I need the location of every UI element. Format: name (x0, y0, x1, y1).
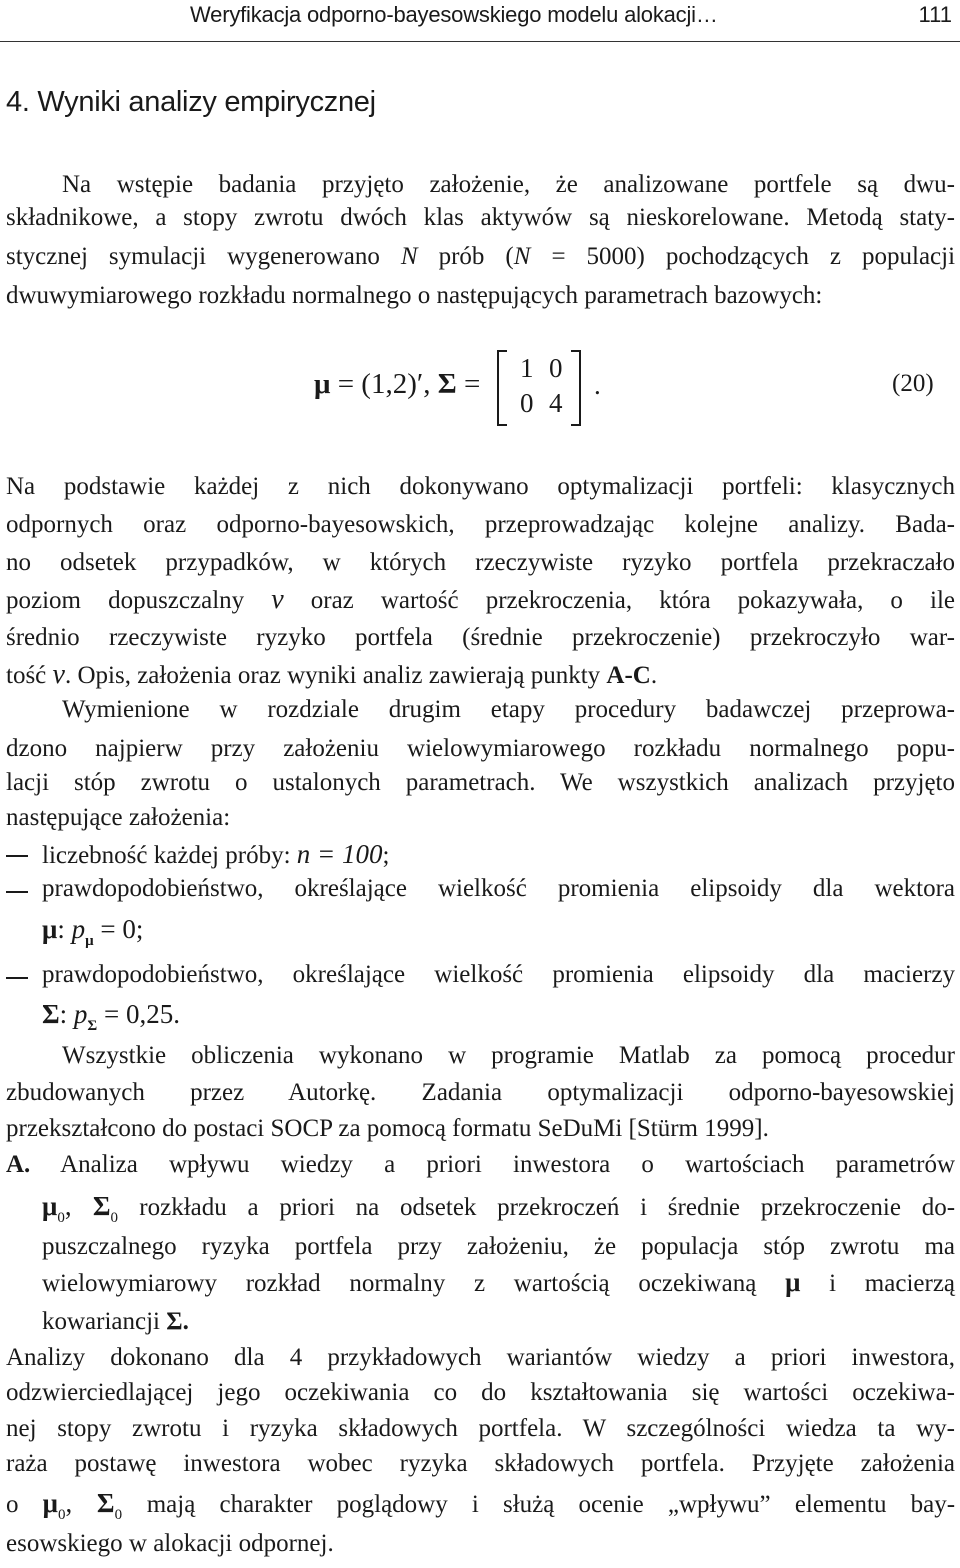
equation-number: (20) (892, 370, 934, 397)
assumption-2-line2: μ: $p_\mu = 0$; (42, 914, 144, 949)
para4-line3: przekształcono do postaci SOCP za pomocą formatu SeDuMi [Stürm 1999]. (6, 1115, 769, 1142)
pointA-line3: puszczalnego ryzyka portfela przy założeniu, że populacja stóp zwrotu ma (42, 1233, 955, 1260)
para2-line2: odpornych oraz odporno-bayesowskich, przeprowadzając kolejne analizy. Bada- (6, 511, 955, 538)
equation-20: μ = (1,2)′, Σ = (314, 368, 481, 400)
list-dash (6, 977, 28, 979)
left-bracket (497, 350, 507, 426)
right-bracket (571, 350, 581, 426)
assumption-2-line1: prawdopodobieństwo, określające wielkość promienia elipsoidy dla wektora (42, 875, 955, 902)
assumption-1: liczebność każdej próby: n = 100; (42, 839, 390, 869)
mu-symbol: μ (314, 368, 331, 400)
para3-line4: następujące założenia: (6, 804, 231, 831)
assumption-3-line1: prawdopodobieństwo, określające wielkość promienia elipsoidy dla macierzy (42, 961, 955, 988)
para5-line1: Analizy dokonano dla 4 przykładowych wariantów wiedzy a priori inwestora, (6, 1344, 955, 1371)
para2-line1: Na podstawie każdej z nich dokonywano optymalizacji portfeli: klasycznych (6, 473, 955, 500)
nu-symbol: ν (52, 659, 65, 690)
list-dash (6, 855, 28, 857)
points-ref: A-C (606, 662, 651, 689)
para4-line2: zbudowanych przez Autorkę. Zadania optymalizacji odporno-bayesowskiej (6, 1079, 955, 1106)
matrix-cell-11: 1 (520, 353, 534, 383)
pointA-line5: kowariancji Σ. (42, 1308, 189, 1335)
para2-line3: no odsetek przypadków, w których rzeczywiste ryzyko portfela przekraczało (6, 549, 955, 576)
matrix-cell-21: 0 (520, 388, 534, 418)
para5-line4: raża postawę inwestora wobec ryzyka składowych portfela. Przyjęte założenia (6, 1450, 955, 1477)
para1-line1: Na wstępie badania przyjęto założenie, że analizowane portfele są dwu- (62, 171, 955, 198)
para2-line5: średnio rzeczywiste ryzyko portfela (średnie przekroczenie) przekroczyło war- (6, 624, 955, 651)
matrix-cell-22: 4 (549, 388, 563, 418)
pointA-label: A. (6, 1151, 31, 1178)
equation-dot: . (594, 370, 601, 400)
para5-line3: nej stopy zwrotu i ryzyka składowych portfela. W szczególności wiedza ta wy- (6, 1415, 955, 1442)
pointA-line4: wielowymiarowy rozkład normalny z wartością oczekiwaną μ i macierzą (42, 1267, 956, 1297)
para1-line4: dwuwymiarowego rozkładu normalnego o następujących parametrach bazowych: (6, 282, 823, 309)
sigma-symbol: Σ (437, 368, 457, 400)
covariance-matrix (497, 350, 581, 426)
para2-line6: tość ν. Opis, założenia oraz wyniki analiz zawierają punkty A-C. (6, 659, 658, 690)
header-rule (0, 41, 960, 42)
pointA-line1: A. Analiza wpływu wiedzy a priori inwestora o wartościach parametrów (6, 1151, 955, 1178)
running-head (0, 0, 960, 40)
para4-line1: Wszystkie obliczenia wykonano w programie Matlab za pomocą procedur (62, 1042, 955, 1069)
para1-line2: składnikowe, a stopy zwrotu dwóch klas aktywów są nieskorelowane. Metodą staty- (6, 204, 955, 231)
para3-line3: lacji stóp zwrotu o ustalonych parametrach. We wszystkich analizach przyjęto (6, 769, 955, 796)
para3-line1: Wymienione w rozdziale drugim etapy procedury badawczej przeprowa- (62, 696, 955, 723)
para5-line5: o $\mu_0$, $\Sigma_0$ mają charakter poglądowy i służą ocenie „wpływu” elementu bay- (6, 1488, 956, 1523)
assumption-3-line2: Σ: $p_\Sigma = 0,25$. (42, 999, 180, 1034)
pointA-line2: $\mu_0$, $\Sigma_0$ rozkładu a priori na odsetek przekroczeń i średnie przekroczenie do- (42, 1191, 956, 1226)
section-heading: 4. Wyniki analizy empirycznej (6, 86, 376, 118)
para2-line4: poziom dopuszczalny ν oraz wartość przekroczenia, która pokazywała, o ile (6, 584, 955, 615)
page-number: 111 (918, 2, 952, 27)
list-dash (6, 891, 28, 893)
running-head-title: Weryfikacja odporno-bayesowskiego modelu alokacji… (190, 2, 718, 27)
para3-line2: dzono najpierw przy założeniu wielowymiarowego rozkładu normalnego popu- (6, 735, 955, 762)
para1-line3: stycznej symulacji wygenerowano N prób (N = 5000) pochodzących z populacji (6, 243, 956, 270)
matrix-cell-12: 0 (549, 353, 563, 383)
para5-line6: esowskiego w alokacji odpornej. (6, 1530, 334, 1557)
nu-symbol: ν (271, 584, 284, 615)
para5-line2: odzwierciedlającej jego oczekiwania co do kształtowania się wartości oczekiwa- (6, 1379, 955, 1406)
